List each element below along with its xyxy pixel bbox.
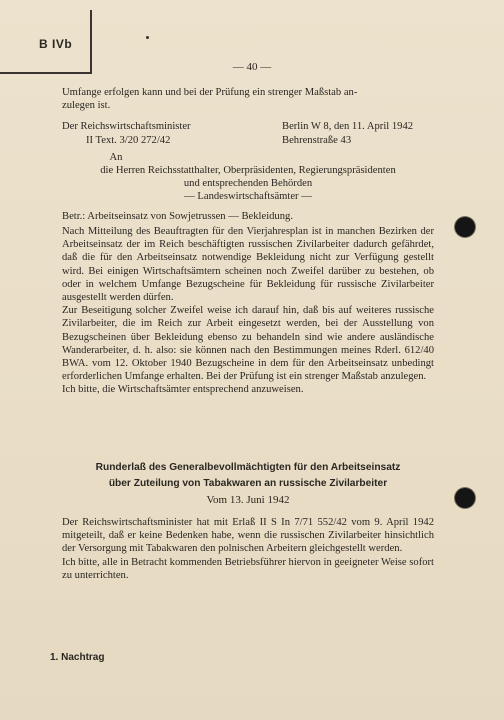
paragraph: Zur Beseitigung solcher Zweifel weise ich darauf hin, daß bis auf weiteres russische Zivilarbeiter, die im Reich zur Arbeit eingesetzt werden, bei der Ausstellung von Bezugscheinen über Bekleidung ebenso zu behandeln sind wie andere ausländische Wanderarbeiter, d. h. also: sie können nach den Bestimmungen meines Rderl. 612/40 BWA. vom 12. Oktober 1940 Bezugscheine in dem für den Arbeitseinsatz unbedingt erforderlichen Umfange erhalten. Bei der Prüfung ist ein strenger Maßstab anzulegen. xyxy=(62,305,434,383)
paragraph: Der Reichswirtschaftsminister hat mit Erlaß II S In 7/71 552/42 vom 9. April 1942 mitgeteilt, daß er keine Bedenken habe, wenn die russischen Zivilarbeiter hinsichtlich der Versorgung mit Tabakwaren den polnischen Arbeitern gleichgestellt werden. xyxy=(62,517,434,555)
footer-label: 1. Nachtrag xyxy=(50,652,105,663)
decree-date: Vom 13. Juni 1942 xyxy=(206,494,290,506)
continuation-text xyxy=(62,86,434,112)
recipient-line: — Landeswirtschaftsämter — xyxy=(184,191,312,202)
sender-name: Der Reichswirtschaftsminister xyxy=(62,121,191,132)
decree-title: über Zuteilung von Tabakwaren an russische Zivilarbeiter xyxy=(108,478,388,489)
recipient-line: und entsprechenden Behörden xyxy=(183,178,313,189)
paragraph: Nach Mitteilung des Beauftragten für den Vierjahresplan ist in manchen Bezirken der Arbeitseinsatz der im Reich beschäftigten russischen Zivilarbeiter dadurch gefährdet, daß die für den Arbeitseinsatz notwendige Bekleidung nicht zur Verfügung gestellt wird. Bei einigen Wirtschaftsämtern scheinen noch Zweifel darüber zu bestehen, ob oder in welchem Umfange Bezugscheine für Bekleidung für russische Zivilarbeiter ausgestellt werden dürfen. xyxy=(62,226,434,304)
recipient-an: An xyxy=(109,152,123,163)
ink-dot xyxy=(146,36,149,39)
reference-number: II Text. 3/20 272/42 xyxy=(86,135,171,146)
paragraph: Ich bitte, die Wirtschaftsämter entsprechend anzuweisen. xyxy=(62,384,304,396)
continuation-line: zulegen ist. xyxy=(62,100,111,112)
decree-body xyxy=(62,516,434,582)
page-number: — 40 — xyxy=(232,61,272,73)
sender-place-date: Berlin W 8, den 11. April 1942 xyxy=(282,121,414,132)
decree-title: Runderlaß des Generalbevollmächtigten für den Arbeitseinsatz xyxy=(95,462,401,473)
sender-address: Behrenstraße 43 xyxy=(282,135,352,146)
punch-hole xyxy=(455,217,475,237)
continuation-line: Umfange erfolgen kann und bei der Prüfung ein strenger Maßstab an- xyxy=(62,87,358,98)
section-tab-label: B IVb xyxy=(39,37,73,51)
paragraph: Ich bitte, alle in Betracht kommenden Betriebsführer hiervon in geeigneter Weise sofort zu unterrichten. xyxy=(62,556,434,581)
subject-line: Betr.: Arbeitseinsatz von Sowjetrussen — Bekleidung. xyxy=(62,211,293,222)
punch-hole xyxy=(455,488,475,508)
recipient-line: die Herren Reichsstatthalter, Oberpräsidenten, Regierungspräsidenten xyxy=(100,165,396,176)
body-text xyxy=(62,225,434,397)
